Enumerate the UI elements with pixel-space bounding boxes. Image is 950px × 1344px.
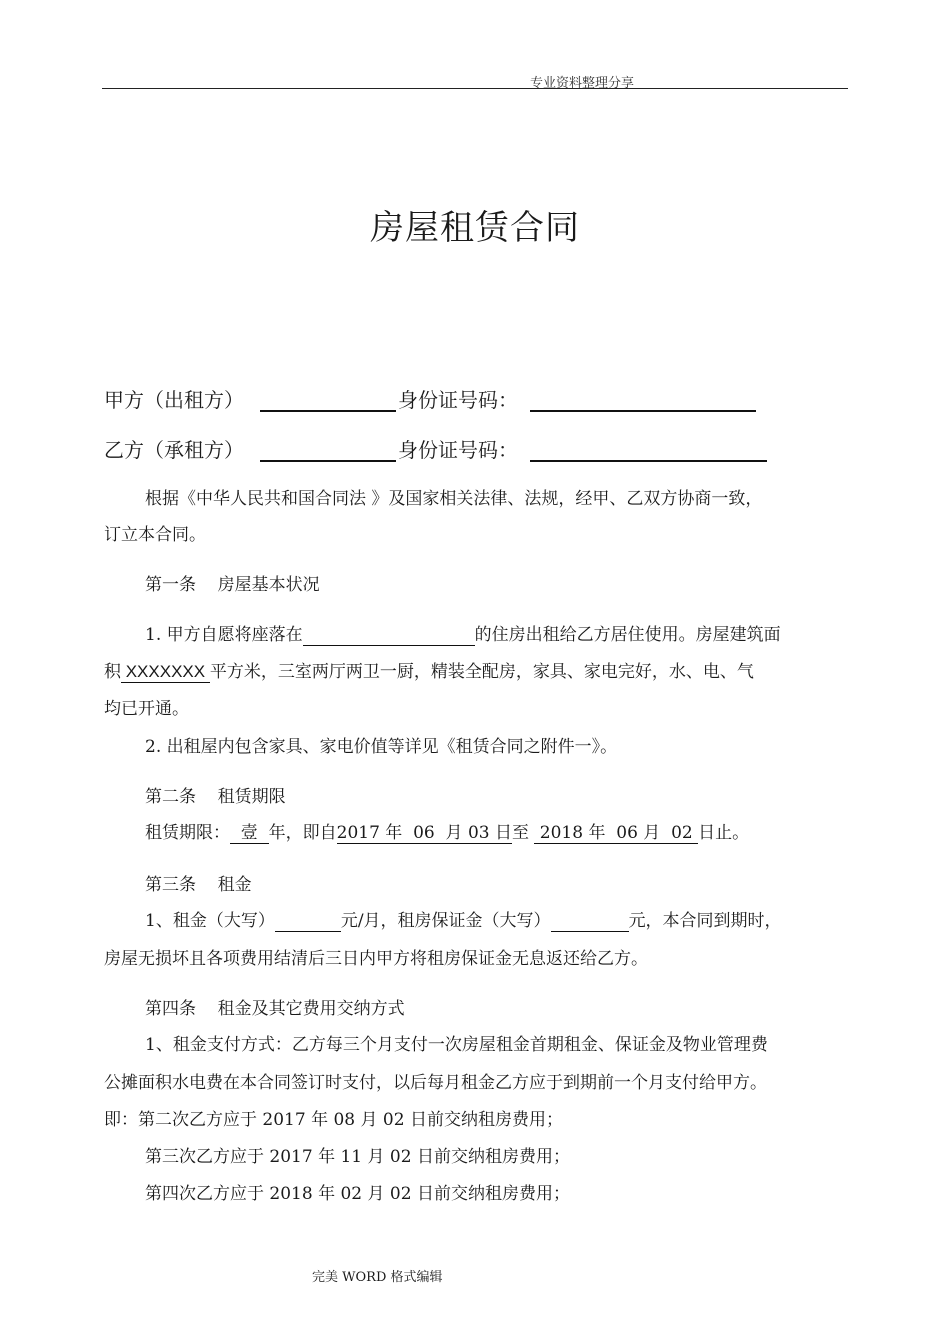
party-b-label: 乙方（承租方） [104,438,244,462]
article-3-para-1-line-2: 房屋无损坏且各项费用结清后三日内甲方将租房保证金无息返还给乙方。 [104,949,648,969]
article-1-para-2: 2. 出租屋内包含家具、家电价值等详见《租赁合同之附件一》。 [145,737,618,757]
article-1-para-1-line-2 [104,657,754,683]
document-title: 房屋租赁合同 [370,208,580,248]
article-1-text-a: 1. 甲方自愿将座落在 [145,625,303,645]
article-4-payment-3: 第三次乙方应于 2017 年 11 月 02 日前交纳租房费用； [145,1147,570,1167]
party-a-id-label: 身份证号码： [398,388,518,412]
preamble-line-1: 根据《中华人民共和国合同法 》及国家相关法律、法规，经甲、乙双方协商一致， [145,489,763,509]
article-3-heading: 第三条 租金 [145,875,252,895]
article-4-para-1-line-2: 公摊面积水电费在本合同签订时支付，以后每月租金乙方应于到期前一个月支付给甲方。 [104,1073,767,1093]
party-b-id-label: 身份证号码： [398,438,518,462]
term-label: 租赁期限： [145,823,230,843]
article-4-para-1-line-1: 1、租金支付方式：乙方每三个月支付一次房屋租金首期租金、保证金及物业管理费 [145,1035,768,1055]
article-1-heading: 第一条 房屋基本状况 [145,575,320,595]
article-1-para-1-line-3: 均已开通。 [104,699,189,719]
article-3-text-c: 元，本合同到期时， [628,911,782,931]
article-2-term-line [145,818,749,844]
article-1-text-d: 平方米，三室两厅两卫一厨，精装全配房，家具、家电完好，水、电、气 [209,662,754,682]
party-b-name-field[interactable] [260,460,396,462]
article-1-para-1-line-1 [145,620,781,646]
term-years-field[interactable]: 壹 [230,818,269,844]
party-a-id-field[interactable] [530,410,756,412]
property-location-field[interactable] [303,625,475,646]
start-date-field[interactable]: 2017 年 06 月 03 日 [337,818,512,844]
article-3-para-1-line-1 [145,906,782,932]
end-suffix: 日止。 [698,823,750,843]
party-a-label: 甲方（出租方） [104,388,244,412]
to-text: 至 [511,823,535,843]
header-divider [102,88,848,89]
article-1-text-b: 的住房出租给乙方居住使用。房屋建筑面 [474,625,781,645]
article-2-heading: 第二条 租赁期限 [145,787,286,807]
end-date-field[interactable]: 2018 年 06 月 02 [534,818,698,844]
floor-area-field[interactable]: XXXXXXX [121,662,210,681]
party-a-name-field[interactable] [260,410,396,412]
article-1-text-c: 积 [104,662,121,682]
monthly-rent-field[interactable] [275,911,341,932]
deposit-label: 元/月，租房保证金（大写） [340,911,551,931]
deposit-field[interactable] [551,911,629,932]
article-4-payment-4: 第四次乙方应于 2018 年 02 月 02 日前交纳租房费用； [145,1184,570,1204]
article-4-heading: 第四条 租金及其它费用交纳方式 [145,999,405,1019]
page-footer: 完美 WORD 格式编辑 [312,1270,443,1285]
preamble-line-2: 订立本合同。 [104,525,206,545]
year-unit: 年，即自 [268,823,337,843]
rent-label: 1、租金（大写） [145,911,275,931]
party-b-id-field[interactable] [530,460,767,462]
article-4-payment-2: 即：第二次乙方应于 2017 年 08 月 02 日前交纳租房费用； [104,1110,563,1130]
page-header: 专业资料整理分享 [530,76,635,91]
